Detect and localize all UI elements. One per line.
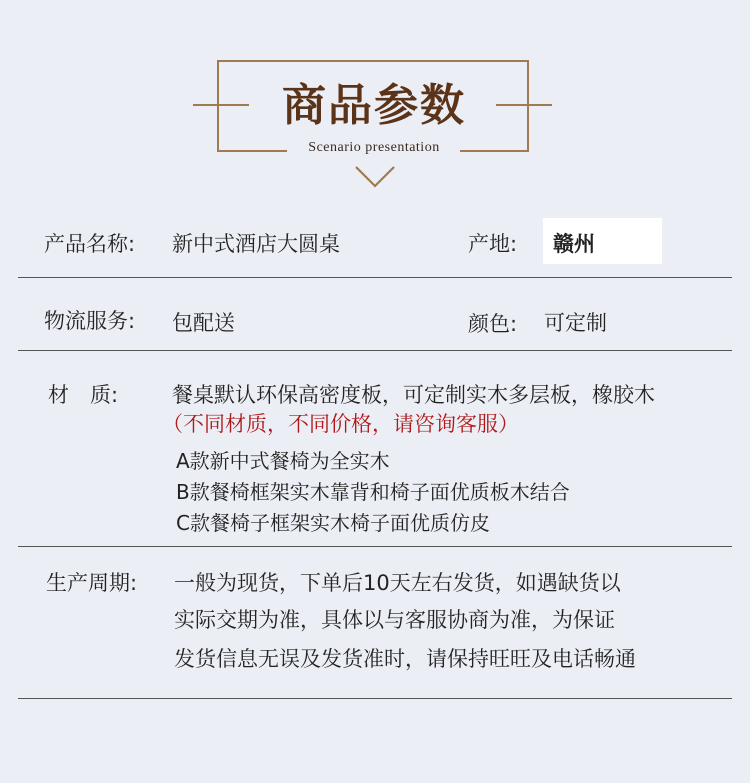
logistics-value: 包配送 xyxy=(172,311,235,335)
color-value: 可定制 xyxy=(544,311,607,335)
divider xyxy=(18,546,732,547)
header-frame-top xyxy=(217,60,529,62)
divider xyxy=(18,698,732,699)
header-frame-right xyxy=(527,60,529,152)
header-frame-left xyxy=(217,60,219,152)
header-frame-bottom-left xyxy=(217,150,287,152)
origin-label: 产地: xyxy=(468,232,518,256)
chevron-down-icon xyxy=(353,164,397,190)
period-line-3: 发货信息无误及发货准时，请保持旺旺及电话畅通 xyxy=(174,647,636,671)
header-frame-bottom-right xyxy=(460,150,529,152)
page-subtitle: Scenario presentation xyxy=(308,140,440,155)
period-label: 生产周期: xyxy=(46,571,138,595)
logistics-label: 物流服务: xyxy=(44,309,136,333)
header-side-line-right xyxy=(496,104,552,106)
page-title: 商品参数 xyxy=(282,80,466,131)
divider xyxy=(18,350,732,351)
color-label: 颜色: xyxy=(468,312,518,336)
origin-value: 赣州 xyxy=(553,232,595,256)
period-line-2: 实际交期为准，具体以与客服协商为准，为保证 xyxy=(174,608,615,632)
material-note: （不同材质，不同价格，请咨询客服） xyxy=(162,412,519,436)
material-value: 餐桌默认环保高密度板，可定制实木多层板，橡胶木 xyxy=(172,383,655,407)
period-line-1: 一般为现货，下单后10天左右发货，如遇缺货以 xyxy=(174,571,621,595)
header-side-line-left xyxy=(193,104,249,106)
product-name-label: 产品名称: xyxy=(44,232,136,256)
material-label: 材 质: xyxy=(48,383,119,407)
chair-b-text: B款餐椅框架实木靠背和椅子面优质板木结合 xyxy=(176,480,570,504)
chair-a-text: A款新中式餐椅为全实木 xyxy=(176,449,390,473)
product-name-value: 新中式酒店大圆桌 xyxy=(172,232,340,256)
chair-c-text: C款餐椅子框架实木椅子面优质仿皮 xyxy=(176,511,490,535)
divider xyxy=(18,277,732,278)
